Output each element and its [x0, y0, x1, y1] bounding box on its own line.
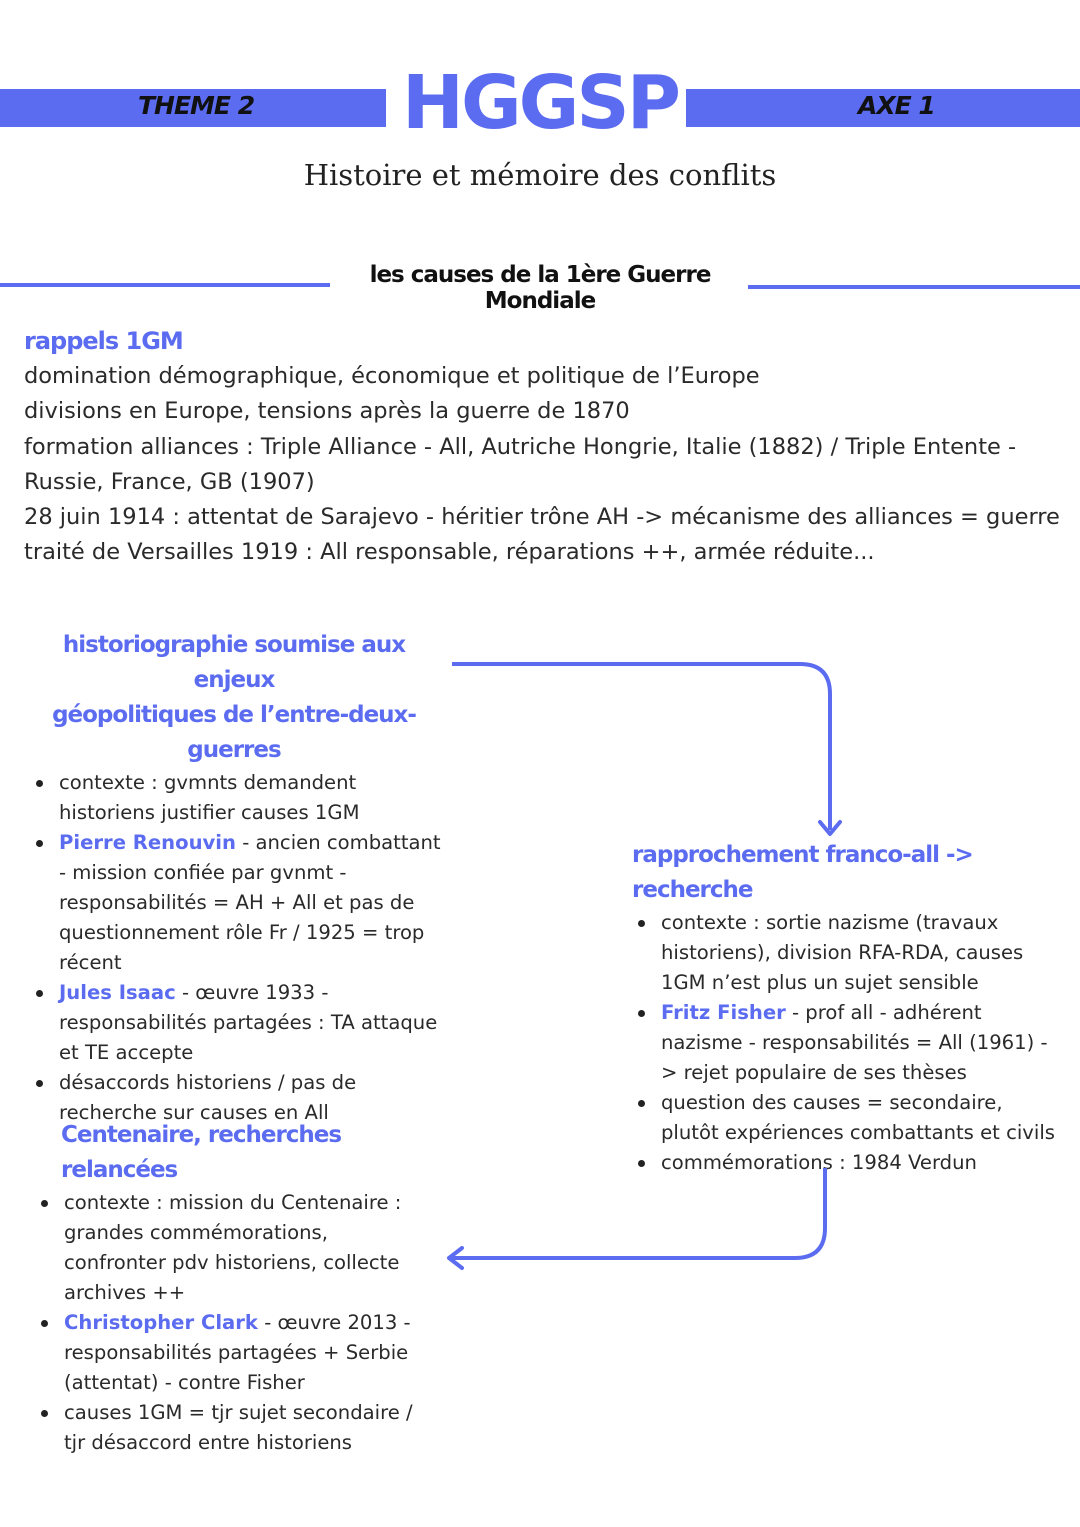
hggsp-logo: HGGSP: [402, 60, 678, 146]
centenaire-heading: Centenaire, recherches relancées: [61, 1122, 342, 1183]
heading-line: historiographie soumise aux enjeux: [62, 632, 406, 693]
item-text: désaccords historiens / pas de recherche sur causes en All: [59, 1071, 357, 1124]
rappels-line: 28 juin 1914 : attentat de Sarajevo - héritier trône AH -> mécanisme des alliances = guerre: [24, 504, 1060, 531]
item-text: contexte : gvmnts demandent historiens justifier causes 1GM: [59, 771, 360, 824]
rappels-line: domination démographique, économique et politique de l’Europe: [24, 363, 760, 389]
section-title: les causes de la 1ère Guerre Mondiale: [369, 262, 711, 314]
item-text: contexte : mission du Centenaire : grandes commémorations, confronter pdv historiens, collecte archives ++: [64, 1191, 402, 1304]
page-subtitle: Histoire et mémoire des conflits: [303, 158, 777, 192]
item-text: - prof all - adhérent nazisme - responsabilités = All (1961) -> rejet populaire de ses thèses: [661, 1001, 1048, 1084]
theme-label: THEME 2: [138, 91, 255, 120]
item-text: commémorations : 1984 Verdun: [661, 1151, 977, 1174]
arrow-to-rapprochement: [452, 664, 830, 830]
heading-line: géopolitiques de l’entre-deux-guerres: [52, 702, 416, 763]
historian-name: Christopher Clark: [64, 1311, 258, 1334]
rapprochement-heading: rapprochement franco-all -> recherche: [632, 842, 973, 903]
item-text: - ancien combattant - mission confiée par gvnmt - responsabilités = AH + All et pas de questionnement rôle Fr / 1925 = trop récent: [59, 831, 441, 974]
item-text: - œuvre 2013 - responsabilités partagées + Serbie (attentat) - contre Fisher: [64, 1311, 411, 1394]
rappels-heading: rappels 1GM: [24, 327, 183, 355]
historian-name: Pierre Renouvin: [59, 831, 236, 854]
item-text: causes 1GM = tjr sujet secondaire / tjr désaccord entre historiens: [64, 1401, 413, 1454]
axis-label: AXE 1: [858, 91, 935, 120]
item-text: - œuvre 1933 - responsabilités partagées : TA attaque et TE accepte: [59, 981, 438, 1064]
item-text: contexte : sortie nazisme (travaux historiens), division RFA-RDA, causes 1GM n’est plus un sujet sensible: [661, 911, 1024, 994]
historian-name: Fritz Fisher: [661, 1001, 786, 1024]
rappels-line: traité de Versailles 1919 : All responsable, réparations ++, armée réduite...: [24, 539, 875, 566]
rappels-line: Russie, France, GB (1907): [24, 468, 315, 495]
arrow-to-centenaire: [452, 1168, 825, 1258]
historian-name: Jules Isaac: [59, 981, 176, 1004]
rappels-line: divisions en Europe, tensions après la guerre de 1870: [24, 398, 630, 425]
item-text: question des causes = secondaire, plutôt expériences combattants et civils: [661, 1091, 1055, 1144]
rappels-line: formation alliances : Triple Alliance - All, Autriche Hongrie, Italie (1882) / Triple Entente -: [24, 433, 1017, 460]
